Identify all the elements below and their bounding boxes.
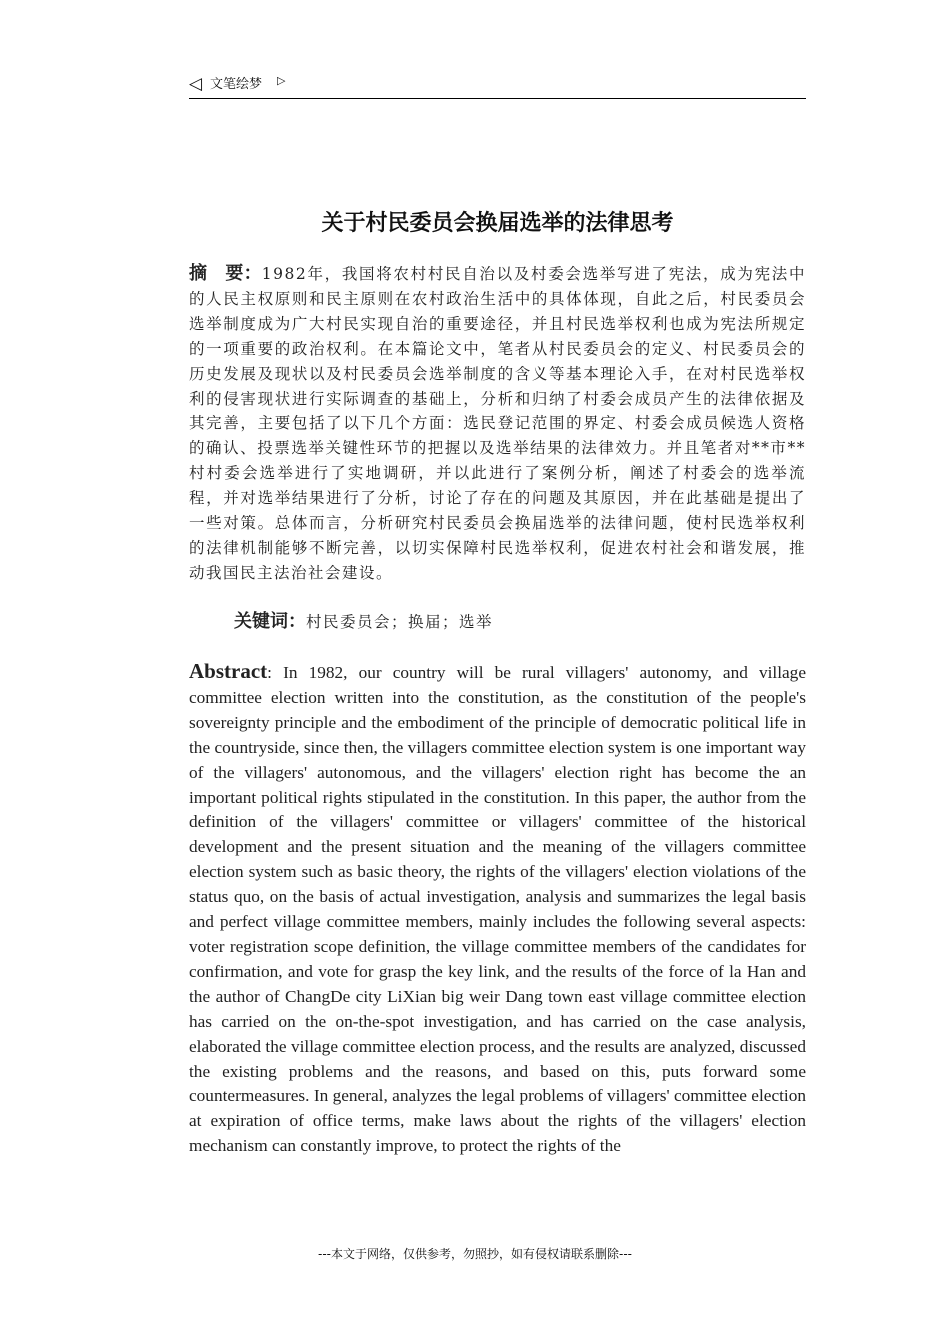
chinese-abstract bbox=[189, 262, 806, 586]
header-brand: 文笔绘梦 bbox=[210, 77, 263, 92]
english-abstract-label: Abstract bbox=[189, 659, 268, 683]
keywords bbox=[234, 610, 794, 634]
english-abstract bbox=[189, 659, 806, 1159]
english-abstract-text: : In 1982, our country will be rural villagers' autonomy, and village committee election written into the constitution, as the constitution of the people's sovereignty principle and the embodiment of the principle of democratic political life in the countryside, since then, the villagers committee election system is one important way of the villagers' autonomous, and the villagers' election right has become the an important political rights stipulated in the constitution. In this paper, the author from the definition of the villagers' committee or villagers' committee of the historical development and the present situation and the meaning of the villagers committee election system such as basic theory, the rights of the villagers' election violations of the status quo, on the basis of actual investigation, analysis and summarizes the legal basis and perfect village committee members, mainly includes the following several aspects: voter registration scope definition, the village committee members of the candidates for confirmation, and vote for grasp the key link, and the results of the force of la Han and the author of ChangDe city LiXian big weir Dang town east village committee election has carried on the on-the-spot investigation, and has carried on the case analysis, elaborated the village committee election process, and the results are analyzed, discussed the existing problems and the reasons, and based on this, puts forward some countermeasures. In general, analyzes the legal problems of villagers' committee election at expiration of office terms, make laws about the rights of the villagers' election mechanism can constantly improve, to protect the rights of the bbox=[189, 663, 806, 1156]
page-title: 关于村民委员会换届选举的法律思考 bbox=[321, 211, 674, 236]
left-triangle-icon: ◁ bbox=[189, 74, 203, 94]
chinese-abstract-text: 1982年，我国将农村村民自治以及村委会选举写进了宪法，成为宪法中的人民主权原则和民主原则在农村政治生活中的具体体现，自此之后，村民委员会选举制度成为广大村民实现自治的重要途径，并且村民选举权利也成为宪法所规定的一项重要的政治权利。在本篇论文中，笔者从村民委员会的定义、村民委员会的历史发展及现状以及村民委员会选举制度的含义等基本理论入手，在对村民选举权利的侵害现状进行实际调查的基础上，分析和归纳了村委会成员产生的法律依据及其完善，主要包括了以下几个方面：选民登记范围的界定、村委会成员候选人资格的确认、投票选举关键性环节的把握以及选举结果的法律效力。并且笔者对**市**村村委会选举进行了实地调研，并以此进行了案例分析，阐述了村委会的选举流程，并对选举结果进行了分析，讨论了存在的问题及其原因，并在此基础是提出了一些对策。总体而言，分析研究村民委员会换届选举的法律问题，使村民选举权利的法律机制能够不断完善，以切实保障村民选举权利，促进农村社会和谐发展，推动我国民主法治社会建设。 bbox=[189, 265, 806, 582]
keywords-text: 村民委员会；换届；选举 bbox=[306, 613, 494, 631]
right-triangle-icon: ▷ bbox=[277, 74, 286, 87]
chinese-abstract-label: 摘 要： bbox=[189, 263, 262, 284]
page-footer: ---本文于网络，仅供参考，勿照抄，如有侵权请联系删除--- bbox=[318, 1247, 632, 1261]
keywords-label: 关键词： bbox=[234, 611, 306, 632]
page-header bbox=[189, 74, 806, 99]
